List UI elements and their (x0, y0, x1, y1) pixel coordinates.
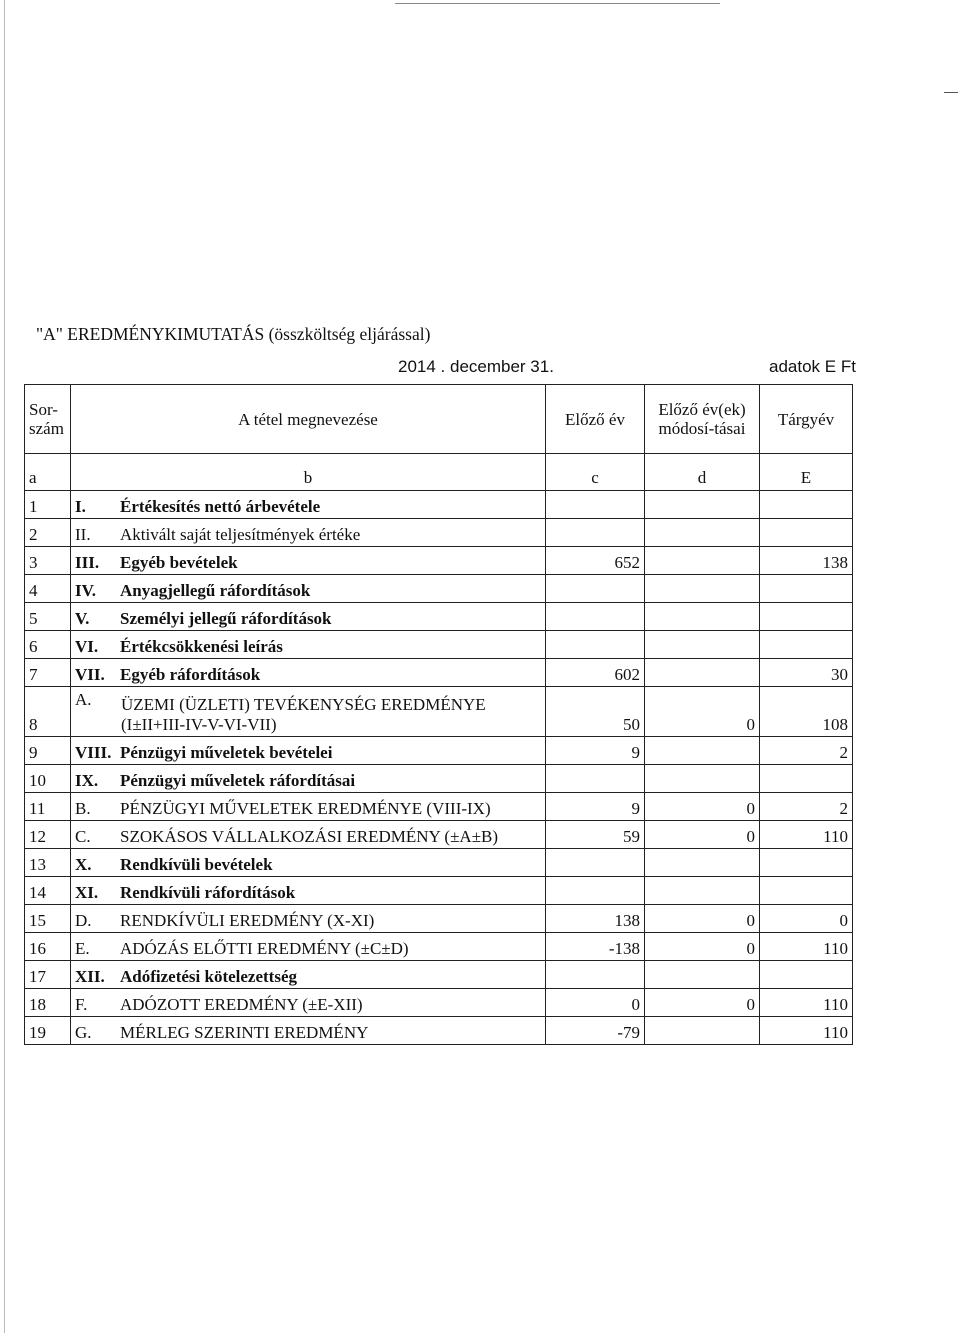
cell-modifications (645, 547, 760, 575)
letter-b: b (71, 454, 546, 491)
cell-current-year: 110 (760, 989, 853, 1017)
cell-current-year: 110 (760, 821, 853, 849)
table-row (25, 821, 853, 849)
row-number: 7 (25, 659, 71, 687)
row-label: Anyagjellegű ráfordítások (120, 581, 311, 600)
row-number: 14 (25, 877, 71, 905)
row-label: Személyi jellegű ráfordítások (120, 609, 332, 628)
scan-artifact-left (4, 0, 5, 1333)
cell-previous-year (546, 877, 645, 905)
cell-current-year (760, 519, 853, 547)
table-row (25, 905, 853, 933)
row-code: VIII. (75, 743, 112, 762)
letter-c: c (546, 454, 645, 491)
cell-previous-year: 9 (546, 793, 645, 821)
row-code: A. (75, 690, 92, 709)
cell-previous-year: 0 (546, 989, 645, 1017)
cell-modifications: 0 (645, 905, 760, 933)
scan-artifact-mark (944, 92, 958, 93)
cell-previous-year (546, 603, 645, 631)
table-row (25, 491, 853, 519)
header-current-year: Tárgyév (760, 385, 853, 454)
cell-previous-year: 59 (546, 821, 645, 849)
row-label: Pénzügyi műveletek ráfordításai (120, 771, 356, 790)
cell-current-year (760, 877, 853, 905)
row-code: F. (75, 995, 88, 1014)
cell-modifications (645, 603, 760, 631)
cell-previous-year: 602 (546, 659, 645, 687)
row-number: 18 (25, 989, 71, 1017)
cell-modifications (645, 491, 760, 519)
cell-modifications (645, 575, 760, 603)
row-code: I. (75, 497, 86, 516)
cell-current-year: 0 (760, 905, 853, 933)
row-code: V. (75, 609, 90, 628)
row-label: Rendkívüli ráfordítások (120, 883, 296, 902)
table-row (25, 547, 853, 575)
row-code: D. (75, 911, 92, 930)
row-label: Értékcsökkenési leírás (120, 637, 283, 656)
cell-current-year: 2 (760, 737, 853, 765)
row-label: PÉNZÜGYI MŰVELETEK EREDMÉNYE (VIII-IX) (120, 799, 491, 818)
cell-previous-year: -138 (546, 933, 645, 961)
row-code: II. (75, 525, 91, 544)
row-label: SZOKÁSOS VÁLLALKOZÁSI EREDMÉNY (±A±B) (120, 827, 499, 846)
table-row (25, 737, 853, 765)
document-date: 2014 . december 31. (398, 357, 554, 376)
row-label: Pénzügyi műveletek bevételei (120, 743, 333, 762)
table-column-letters-row (25, 454, 853, 491)
cell-previous-year (546, 491, 645, 519)
cell-previous-year: 138 (546, 905, 645, 933)
row-code: G. (75, 1023, 92, 1042)
header-item-name: A tétel megnevezése (71, 385, 546, 454)
income-statement-table (24, 384, 853, 1045)
row-label-formula: (I±II+III-IV-V-VI-VII) (121, 715, 277, 734)
cell-current-year (760, 631, 853, 659)
table-row (25, 687, 853, 737)
cell-previous-year (546, 575, 645, 603)
letter-a: a (25, 454, 71, 491)
cell-current-year: 110 (760, 1017, 853, 1045)
row-code: XII. (75, 967, 105, 986)
row-number: 5 (25, 603, 71, 631)
table-row (25, 849, 853, 877)
header-previous-year: Előző év (546, 385, 645, 454)
header-row-number: Sor-szám (25, 385, 71, 454)
cell-modifications (645, 737, 760, 765)
cell-modifications: 0 (645, 793, 760, 821)
table-row (25, 575, 853, 603)
row-label: Aktivált saját teljesítmények értéke (120, 525, 361, 544)
row-number: 13 (25, 849, 71, 877)
row-code: E. (75, 939, 90, 958)
cell-previous-year: -79 (546, 1017, 645, 1045)
table-row (25, 603, 853, 631)
table-row (25, 1017, 853, 1045)
document-unit: adatok E Ft (769, 357, 856, 376)
table-row (25, 961, 853, 989)
document-title: "A" EREDMÉNYKIMUTATÁS (összköltség eljárással) (36, 324, 431, 344)
row-code: XI. (75, 883, 99, 902)
cell-modifications: 0 (645, 989, 760, 1017)
cell-current-year (760, 961, 853, 989)
scan-artifact-top (395, 3, 720, 4)
table-row (25, 519, 853, 547)
row-label: ÜZEMI (ÜZLETI) TEVÉKENYSÉG EREDMÉNYE (121, 695, 486, 714)
table-row (25, 793, 853, 821)
row-number: 1 (25, 491, 71, 519)
row-label: Adófizetési kötelezettség (120, 967, 298, 986)
cell-current-year: 30 (760, 659, 853, 687)
row-code: IV. (75, 581, 96, 600)
cell-previous-year (546, 765, 645, 793)
cell-modifications: 0 (645, 933, 760, 961)
cell-modifications: 0 (645, 687, 760, 737)
cell-current-year (760, 849, 853, 877)
row-label: Rendkívüli bevételek (120, 855, 273, 874)
cell-previous-year: 9 (546, 737, 645, 765)
row-code: IX. (75, 771, 99, 790)
table-row (25, 631, 853, 659)
row-number: 4 (25, 575, 71, 603)
cell-current-year: 108 (760, 687, 853, 737)
cell-modifications (645, 877, 760, 905)
row-number: 16 (25, 933, 71, 961)
cell-modifications (645, 1017, 760, 1045)
row-label: RENDKÍVÜLI EREDMÉNY (X-XI) (120, 911, 375, 930)
cell-previous-year (546, 849, 645, 877)
row-code: VI. (75, 637, 99, 656)
row-label: Egyéb bevételek (120, 553, 238, 572)
cell-current-year (760, 575, 853, 603)
row-label: Egyéb ráfordítások (120, 665, 261, 684)
row-label: ADÓZOTT EREDMÉNY (±E-XII) (120, 995, 363, 1014)
row-code: III. (75, 553, 100, 572)
table-row (25, 765, 853, 793)
cell-current-year: 110 (760, 933, 853, 961)
row-code: B. (75, 799, 91, 818)
cell-modifications: 0 (645, 821, 760, 849)
row-label: MÉRLEG SZERINTI EREDMÉNY (120, 1023, 369, 1042)
cell-modifications (645, 631, 760, 659)
row-number: 2 (25, 519, 71, 547)
cell-current-year: 2 (760, 793, 853, 821)
row-number: 19 (25, 1017, 71, 1045)
letter-e: E (760, 454, 853, 491)
table-row (25, 659, 853, 687)
row-number: 10 (25, 765, 71, 793)
table-row (25, 877, 853, 905)
row-number: 8 (25, 687, 71, 737)
row-number: 6 (25, 631, 71, 659)
cell-previous-year: 50 (546, 687, 645, 737)
row-code: X. (75, 855, 92, 874)
cell-current-year: 138 (760, 547, 853, 575)
letter-d: d (645, 454, 760, 491)
cell-current-year (760, 603, 853, 631)
row-label: Értékesítés nettó árbevétele (120, 497, 321, 516)
row-number: 12 (25, 821, 71, 849)
table-row (25, 989, 853, 1017)
cell-modifications (645, 519, 760, 547)
cell-previous-year (546, 519, 645, 547)
row-number: 17 (25, 961, 71, 989)
cell-current-year (760, 765, 853, 793)
cell-modifications (645, 659, 760, 687)
cell-modifications (645, 765, 760, 793)
row-number: 15 (25, 905, 71, 933)
header-previous-modifications: Előző év(ek) módosí-tásai (645, 385, 760, 454)
table-header-row (25, 385, 853, 454)
row-code: VII. (75, 665, 105, 684)
row-number: 3 (25, 547, 71, 575)
cell-previous-year (546, 631, 645, 659)
cell-modifications (645, 849, 760, 877)
row-number: 11 (25, 793, 71, 821)
cell-modifications (645, 961, 760, 989)
row-number: 9 (25, 737, 71, 765)
cell-previous-year (546, 961, 645, 989)
cell-previous-year: 652 (546, 547, 645, 575)
table-row (25, 933, 853, 961)
cell-current-year (760, 491, 853, 519)
row-label: ADÓZÁS ELŐTTI EREDMÉNY (±C±D) (120, 939, 409, 958)
row-code: C. (75, 827, 91, 846)
